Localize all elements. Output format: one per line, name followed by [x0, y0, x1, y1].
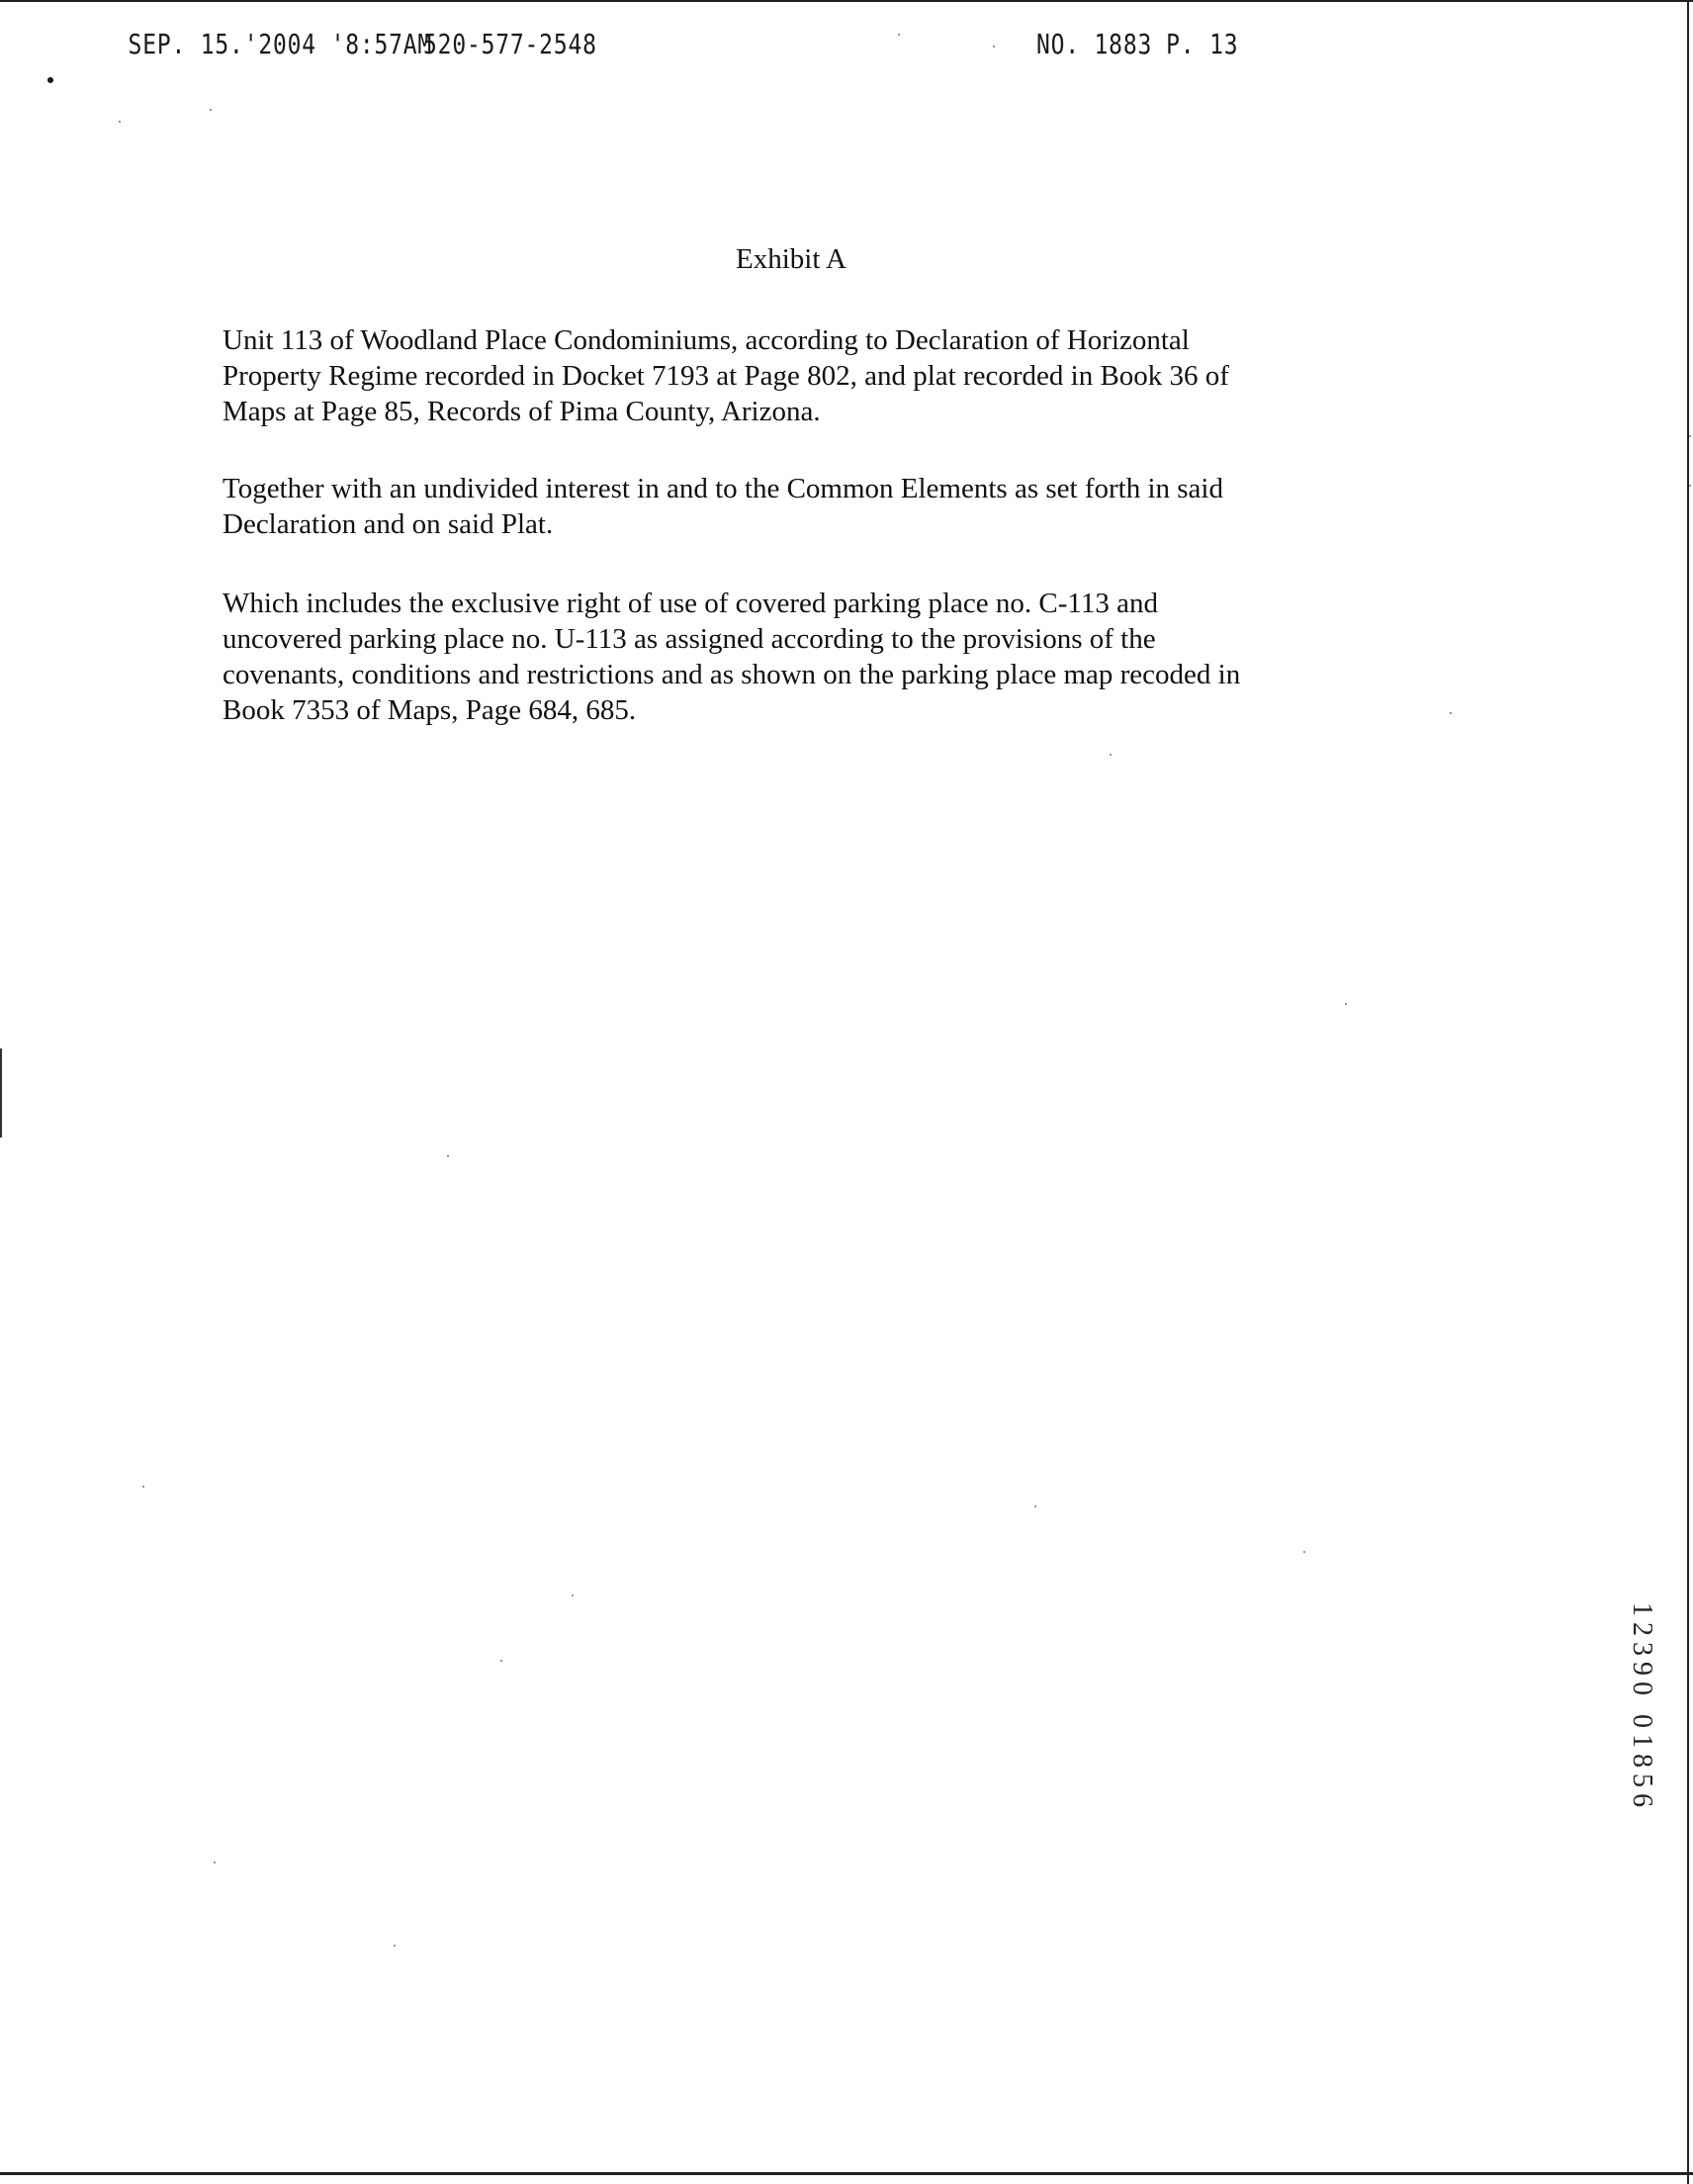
paragraph-line: covenants, conditions and restrictions and as shown on the parking place map recoded in	[223, 659, 1241, 690]
scan-speck	[1110, 754, 1112, 756]
scan-dot	[47, 77, 53, 83]
paragraph-line: Which includes the exclusive right of use of covered parking place no. C-113 and	[223, 588, 1158, 619]
fax-page-number: P. 13	[1166, 28, 1239, 60]
scan-speck	[1303, 1551, 1305, 1553]
paragraph-line: Declaration and on said Plat.	[223, 508, 554, 540]
fax-header	[0, 28, 1388, 67]
paragraph-line: uncovered parking place no. U-113 as assigned according to the provisions of the	[223, 623, 1156, 655]
scan-speck	[142, 1486, 144, 1488]
scan-speck	[447, 1155, 449, 1157]
scan-speck	[993, 46, 995, 47]
scan-speck	[1345, 1003, 1347, 1005]
fax-date-time: SEP. 15.'2004 '8:57AM	[128, 28, 433, 60]
paragraph-line: Together with an undivided interest in and to the Common Elements as set forth in said	[223, 473, 1223, 504]
scan-speck	[210, 109, 212, 111]
scan-speck	[500, 1660, 502, 1662]
paragraph-line: Property Regime recorded in Docket 7193 at Page 802, and plat recorded in Book 36 of	[223, 360, 1229, 392]
scan-speck	[572, 1594, 574, 1596]
paragraph-line: Book 7353 of Maps, Page 684, 685.	[223, 694, 637, 726]
scan-speck	[394, 1945, 396, 1947]
scan-speck	[1034, 1505, 1036, 1507]
scan-speck	[214, 1862, 216, 1864]
common-elements-paragraph	[223, 471, 1360, 542]
page-border-top	[0, 0, 1693, 2]
legal-description-paragraph	[223, 322, 1360, 429]
scan-speck	[119, 121, 121, 123]
page-border-left-mark	[0, 1048, 2, 1138]
page-border-right	[1687, 0, 1689, 2184]
paragraph-line: Maps at Page 85, Records of Pima County, Arizona.	[223, 396, 821, 427]
scan-speck	[1689, 485, 1691, 487]
paragraph-line: Unit 113 of Woodland Place Condominiums, according to Declaration of Horizontal	[223, 324, 1190, 356]
fax-number: NO. 1883	[1035, 28, 1153, 60]
parking-rights-paragraph	[223, 586, 1360, 728]
scan-speck	[898, 34, 900, 36]
page-border-bottom	[0, 2172, 1693, 2175]
scan-speck	[1689, 435, 1691, 437]
exhibit-title: Exhibit A	[736, 243, 846, 275]
scan-speck	[1450, 712, 1452, 714]
fax-phone-number: 520-577-2548	[423, 28, 597, 60]
recording-stamp-number: 12390 01856	[1627, 1602, 1657, 1813]
